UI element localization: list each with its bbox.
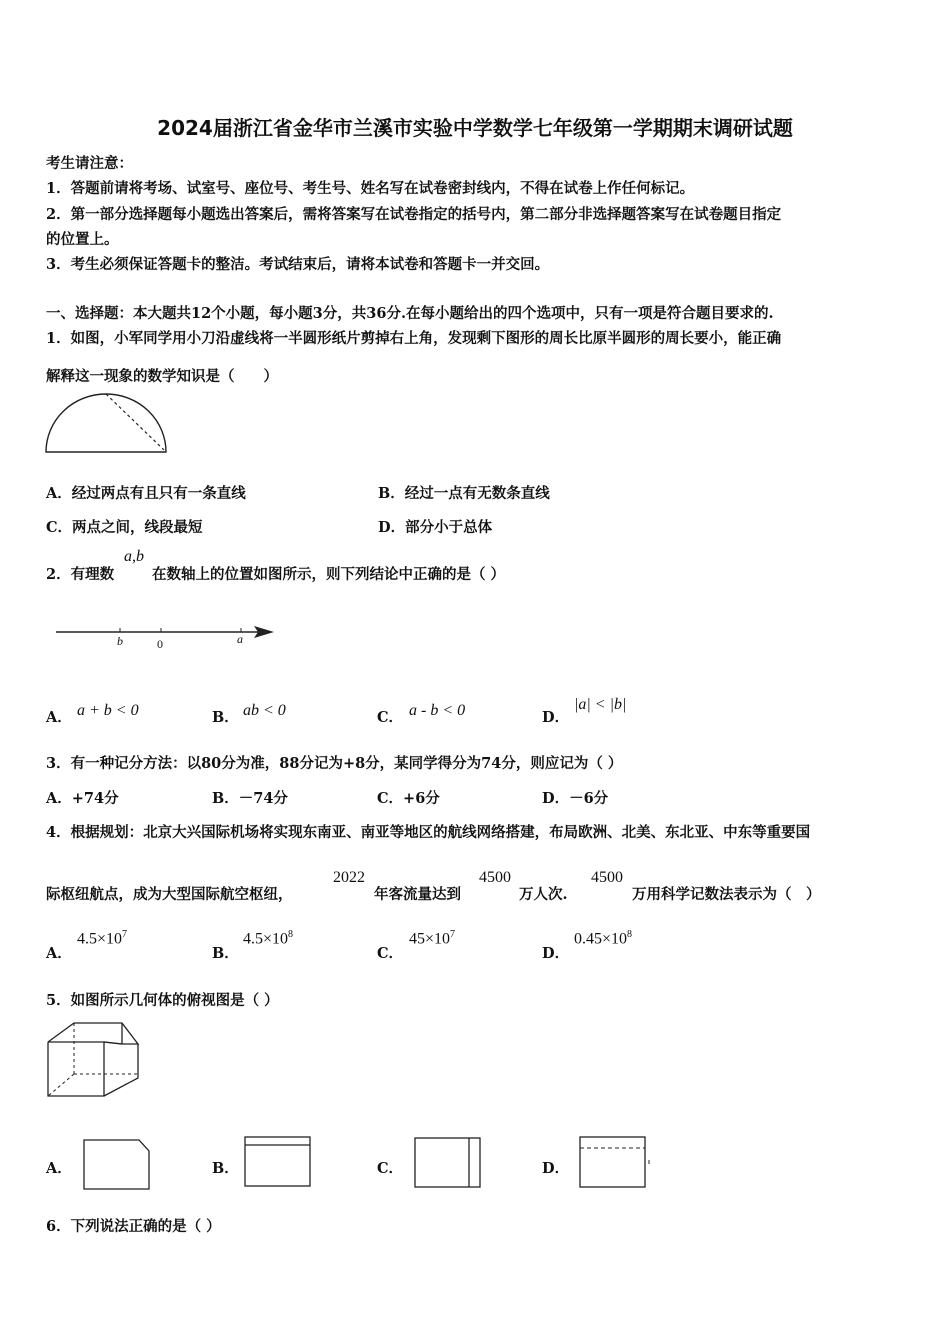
question-4-text-d: 万用科学记数法表示为（ ） — [632, 886, 821, 903]
semicircle-figure — [44, 392, 168, 454]
q4-option-b-label[interactable]: B． — [212, 945, 239, 962]
number-line — [56, 620, 278, 654]
q5-option-a-figure[interactable] — [83, 1139, 151, 1191]
question-2-prefix: 2．有理数 — [46, 566, 115, 583]
q2-option-a-label[interactable]: A． — [46, 709, 72, 726]
q5-option-b-figure[interactable] — [244, 1136, 312, 1188]
q5-option-a[interactable]: A． — [46, 1160, 72, 1177]
notice-item: 2．第一部分选择题每小题选出答案后，需将答案写在试卷指定的括号内，第二部分非选择题答案写在试卷题目指定 — [46, 206, 782, 223]
q5-option-d-figure[interactable] — [579, 1136, 653, 1190]
q5-option-d[interactable]: D． — [542, 1160, 570, 1177]
q2-option-d[interactable]: |a| < |b| — [574, 696, 627, 713]
q2-option-a[interactable]: a + b < 0 — [77, 702, 139, 719]
q2-option-b-label[interactable]: B． — [212, 709, 239, 726]
question-6-text: 6．下列说法正确的是（ ） — [46, 1218, 221, 1235]
axis-label-b: b — [117, 634, 123, 648]
page-title: 2024届浙江省金华市兰溪市实验中学数学七年级第一学期期末调研试题 — [157, 116, 793, 140]
q3-option-d[interactable]: D．－6分 — [542, 790, 609, 807]
question-4-text-b: 年客流量达到 — [374, 886, 461, 903]
q4-option-b[interactable]: $4.5\times 10^8$ — [243, 929, 294, 948]
q4-option-a[interactable]: $4.5\times 10^7$ — [77, 929, 128, 948]
q5-option-b[interactable]: B． — [212, 1160, 239, 1177]
q2-option-b[interactable]: ab < 0 — [243, 702, 286, 719]
solid-figure — [46, 1020, 142, 1100]
notice-item: 3．考生必须保证答题卡的整洁。考试结束后，请将本试卷和答题卡一并交回。 — [46, 256, 550, 273]
q1-option-d[interactable]: D．部分小于总体 — [378, 519, 493, 536]
q1-option-a[interactable]: A．经过两点有且只有一条直线 — [46, 485, 246, 502]
q3-option-b[interactable]: B．－74分 — [212, 790, 288, 807]
question-4-text: 4．根据规划：北京大兴国际机场将实现东南亚、南亚等地区的航线网络搭建，布局欧洲、北美、东北亚、中东等重要国 — [46, 824, 811, 841]
question-5-text: 5．如图所示几何体的俯视图是（ ） — [46, 992, 279, 1009]
q4-option-c-label[interactable]: C． — [377, 945, 404, 962]
q4-option-a-label[interactable]: A． — [46, 945, 72, 962]
q2-option-c-label[interactable]: C． — [377, 709, 404, 726]
question-3-text: 3．有一种记分方法：以80分为准，88分记为+8分，某同学得分为74分，则应记为（ ） — [46, 755, 623, 772]
notice-item: 1．答题前请将考场、试室号、座位号、考生号、姓名写在试卷密封线内，不得在试卷上作任何标记。 — [46, 180, 695, 197]
q1-option-b[interactable]: B．经过一点有无数条直线 — [378, 485, 550, 502]
q2-option-d-label[interactable]: D． — [542, 709, 570, 726]
q4-option-c[interactable]: $45\times 10^7$ — [409, 929, 456, 948]
axis-label-zero: 0 — [157, 637, 163, 651]
question-2-text: 在数轴上的位置如图所示，则下列结论中正确的是（ ） — [152, 566, 506, 583]
notice-item: 的位置上。 — [46, 231, 119, 248]
q5-option-c[interactable]: C． — [377, 1160, 404, 1177]
q2-option-c[interactable]: a - b < 0 — [409, 702, 466, 719]
question-2-vars: a,b — [124, 548, 144, 565]
q4-option-d-label[interactable]: D． — [542, 945, 570, 962]
question-4-text-c: 万人次. — [519, 886, 568, 903]
q4-option-d[interactable]: $0.45\times 10^8$ — [574, 929, 633, 948]
q3-option-c[interactable]: C．+6分 — [377, 790, 440, 807]
q1-option-c[interactable]: C．两点之间，线段最短 — [46, 519, 203, 536]
section-heading: 一、选择题：本大题共12个小题，每小题3分，共36分.在每小题给出的四个选项中，只有一项是符合题目要求的. — [46, 305, 774, 322]
q3-option-a[interactable]: A．+74分 — [46, 790, 119, 807]
notice-heading: 考生请注意： — [46, 155, 133, 172]
q4-year: 2022 — [333, 869, 365, 886]
q4-number-1: 4500 — [479, 869, 511, 886]
question-1-text: 1．如图，小军同学用小刀沿虚线将一半圆形纸片剪掉右上角，发现剩下图形的周长比原半圆形的周长要小，能正确 — [46, 330, 782, 347]
q5-option-c-figure[interactable] — [414, 1137, 482, 1189]
axis-label-a: a — [237, 632, 243, 646]
question-1-text-cont: 解释这一现象的数学知识是（ ） — [46, 368, 278, 385]
question-4-text-a: 际枢纽航点，成为大型国际航空枢纽， — [46, 886, 293, 903]
q4-number-2: 4500 — [591, 869, 623, 886]
